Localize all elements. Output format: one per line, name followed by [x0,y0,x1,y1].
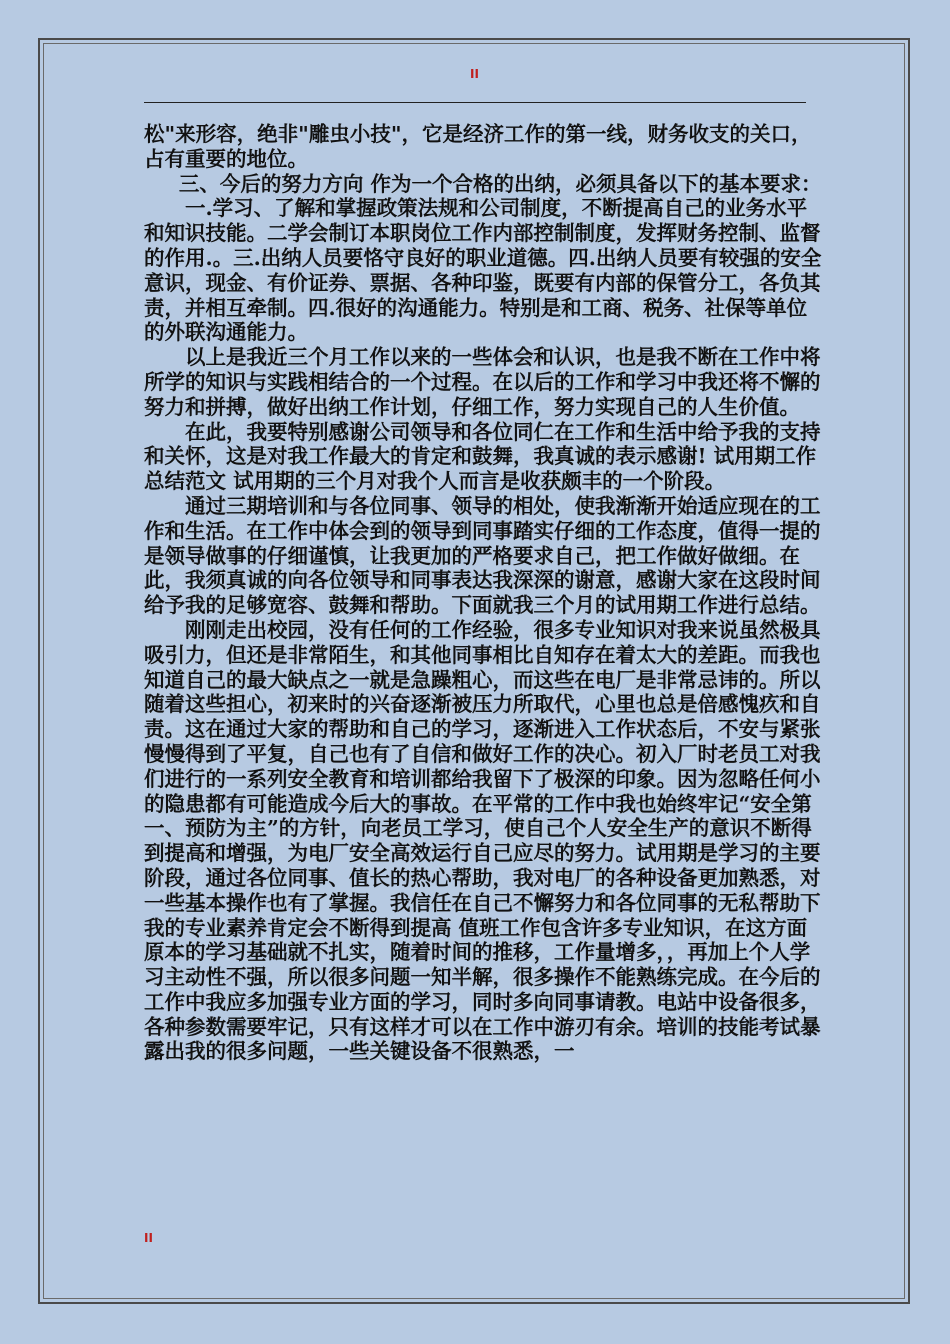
header-rule [144,102,806,103]
header-mark: II [470,67,479,81]
paragraph: 在此，我要特别感谢公司领导和各位同仁在工作和生活中给予我的支持和关怀，这是对我工作最大的肯定和鼓舞，我真诚的表示感谢! 试用期工作总结范文 试用期的三个月对我个人而言是收获颇丰的一个阶段。 [144,419,821,494]
paragraph: 以上是我近三个月工作以来的一些体会和认识，也是我不断在工作中将所学的知识与实践相结合的一个过程。在以后的工作和学习中我还将不懈的努力和拼搏，做好出纳工作计划，仔细工作，努力实现自己的人生价值。 [144,345,821,419]
paragraph: 一.学习、了解和掌握政策法规和公司制度，不断提高自己的业务水平和知识技能。二学会制订本职岗位工作内部控制制度，发挥财务控制、监督的作用.。三.出纳人员要恪守良好的职业道德。四.出纳人员要有较强的安全意识，现金、有价证券、票据、各种印鉴，既要有内部的保管分工，各负其责，并相互牵制。四.很好的沟通能力。特别是和工商、税务、社保等单位的外联沟通能力。 [144,196,822,345]
paragraph: 刚刚走出校园，没有任何的工作经验，很多专业知识对我来说虽然极具吸引力，但还是非常陌生，和其他同事相比自知存在着太大的差距。而我也知道自己的最大缺点之一就是急躁粗心，而这些在电厂是非常忌讳的。所以随着这些担心，初来时的兴奋逐渐被压力所取代，心里也总是倍感愧疚和自责。这在通过大家的帮助和自己的学习，逐渐进入工作状态后，不安与紧张慢慢得到了平复，自己也有了自信和做好工作的决心。初入厂时老员工对我们进行的一系列安全教育和培训都给我留下了极深的印象。因为忽略任何小的隐患都有可能造成今后大的事故。在平常的工作中我也始终牢记“安全第一、预防为主”的方针，向老员工学习，使自己个人安全生产的意识不断得到提高和增强，为电厂安全高效运行自己应尽的努力。试用期是学习的主要阶段，通过各位同事、值长的热心帮助，我对电厂的各种设备更加熟悉，对一些基本操作也有了掌握。我信任在自己不懈努力和各位同事的无私帮助下我的专业素养肯定会不断得到提高 值班工作包含许多专业知识，在这方面原本的学习基础就不扎实，随着时间的推移，工作量增多，，再加上个人学习主动性不强，所以很多问题一知半解，很多操作不能熟练完成。在今后的工作中我应多加强专业方面的学习，同时多向同事请教。电站中设备很多，各种参数需要牢记，只有这样才可以在工作中游刃有余。培训的技能考试暴露出我的很多问题，一些关键设备不很熟悉，一 [144,617,821,1064]
document-body [144,122,824,1064]
paragraph: 通过三期培训和与各位同事、领导的相处，使我渐渐开始适应现在的工作和生活。在工作中体会到的领导到同事踏实仔细的工作态度，值得一提的是领导做事的仔细谨慎，让我更加的严格要求自己，把工作做好做细。在此，我须真诚的向各位领导和同事表达我深深的谢意，感谢大家在这段时间给予我的足够宽容、鼓舞和帮助。下面就我三个月的试用期工作进行总结。 [144,493,821,618]
paragraph: 三、今后的努力方向 作为一个合格的出纳，必须具备以下的基本要求： [178,171,822,196]
footer-mark: II [144,1231,153,1245]
paragraph: 松"来形容，绝非"雕虫小技"，它是经济工作的第一线，财务收支的关口，占有重要的地位。 [144,122,812,171]
